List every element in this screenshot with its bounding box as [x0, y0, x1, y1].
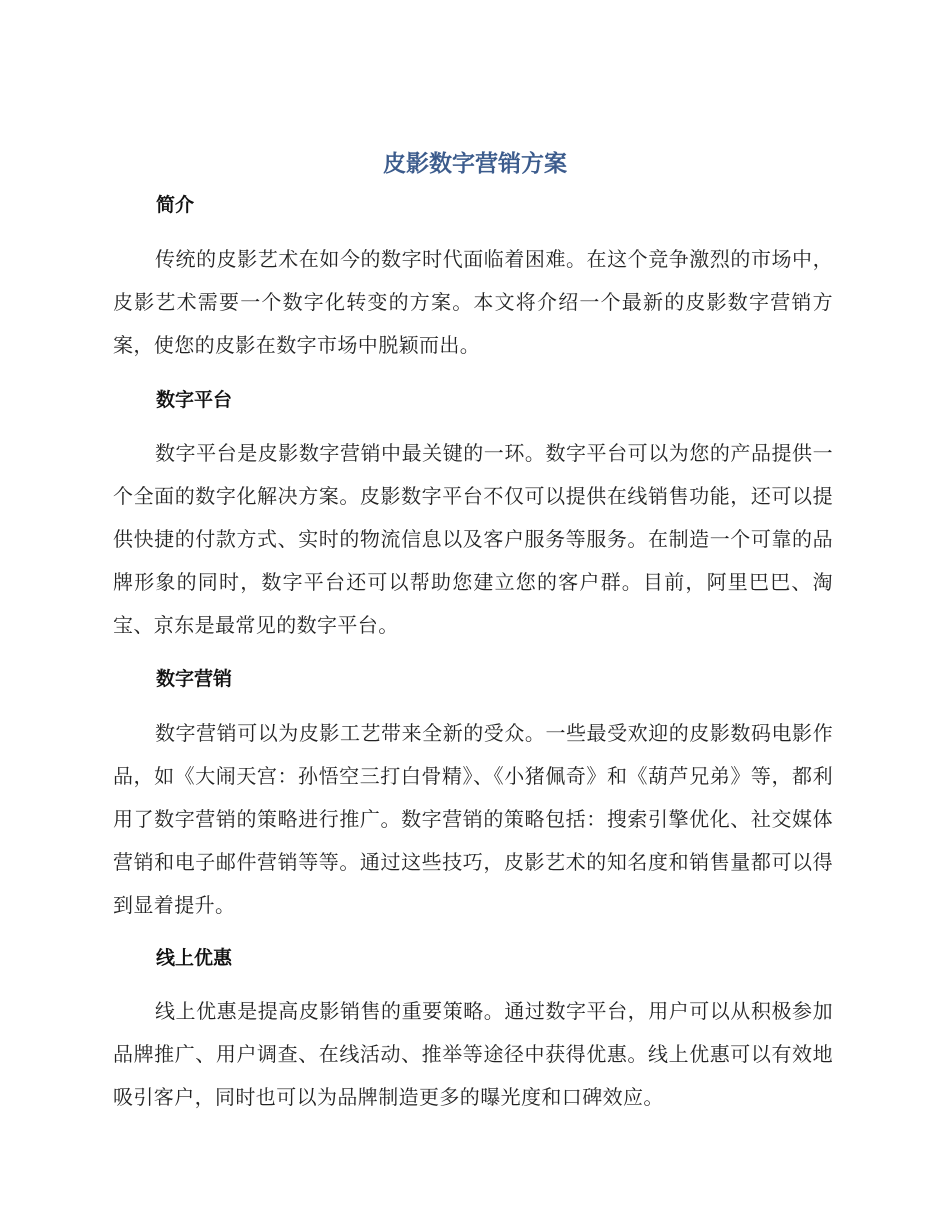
- section-body-intro: 传统的皮影艺术在如今的数字时代面临着困难。在这个竞争激烈的市场中，皮影艺术需要一个数字化转变的方案。本文将介绍一个最新的皮影数字营销方案，使您的皮影在数字市场中脱颖而出。: [113, 247, 833, 357]
- section-heading-intro: 简介: [156, 194, 195, 216]
- section-body-online-discount: 线上优惠是提高皮影销售的重要策略。通过数字平台，用户可以从积极参加品牌推广、用户调查、在线活动、推举等途径中获得优惠。线上优惠可以有效地吸引客户，同时也可以为品牌制造更多的曝光度和口碑效应。: [113, 999, 833, 1109]
- section-heading-digital-marketing: 数字营销: [156, 668, 233, 690]
- section-body-digital-marketing: 数字营销可以为皮影工艺带来全新的受众。一些最受欢迎的皮影数码电影作品，如《大闹天宫：孙悟空三打白骨精》、《小猪佩奇》和《葫芦兄弟》等，都利用了数字营销的策略进行推广。数字营销的策略包括：搜索引擎优化、社交媒体营销和电子邮件营销等等。通过这些技巧，皮影艺术的知名度和销售量都可以得到显着提升。: [113, 721, 833, 917]
- section-body-digital-platform: 数字平台是皮影数字营销中最关键的一环。数字平台可以为您的产品提供一个全面的数字化解决方案。皮影数字平台不仅可以提供在线销售功能，还可以提供快捷的付款方式、实时的物流信息以及客户服务等服务。在制造一个可靠的品牌形象的同时，数字平台还可以帮助您建立您的客户群。目前，阿里巴巴、淘宝、京东是最常见的数字平台。: [113, 441, 833, 637]
- section-heading-digital-platform: 数字平台: [156, 389, 233, 411]
- section-heading-online-discount: 线上优惠: [156, 947, 233, 969]
- document-title: 皮影数字营销方案: [383, 151, 567, 177]
